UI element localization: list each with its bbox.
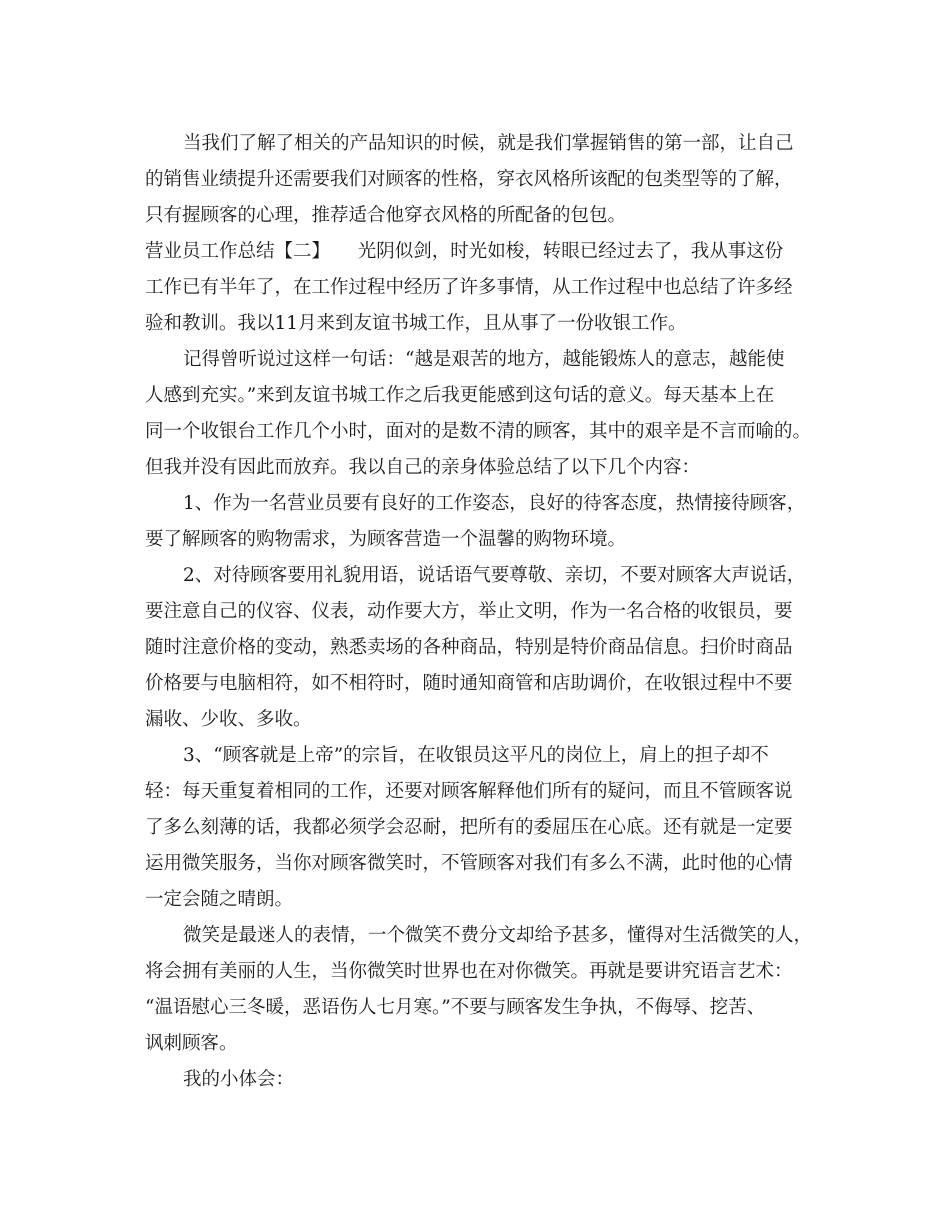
paragraph-line: 同一个收银台工作几个小时，面对的是数不清的顾客，其中的艰辛是不言而喻的。	[145, 421, 812, 442]
paragraph-line: 工作已有半年了，在工作过程中经历了许多事情，从工作过程中也总结了许多经	[145, 277, 793, 298]
paragraph-line: 但我并没有因此而放弃。我以自己的亲身体验总结了以下几个内容：	[145, 457, 701, 478]
paragraph-line: 讽刺顾客。	[145, 1033, 238, 1054]
list-item-line: 运用微笑服务，当你对顾客微笑时，不管顾客对我们有多么不满，此时他的心情	[145, 853, 793, 874]
paragraph-line: 我的小体会：	[183, 1069, 295, 1090]
list-item-line: 要注意自己的仪容、仪表，动作要大方，举止文明，作为一名合格的收银员，要	[145, 601, 793, 622]
list-item-line: 1、作为一名营业员要有良好的工作姿态，良好的待客态度，热情接待顾客，	[183, 493, 806, 514]
list-item-line: 了多么刻薄的话，我都必须学会忍耐，把所有的委屈压在心底。还有就是一定要	[145, 817, 793, 838]
list-item-line: 一定会随之晴朗。	[145, 889, 294, 910]
list-item-line: 2、对待顾客要用礼貌用语，说话语气要尊敬、亲切，不要对顾客大声说话，	[183, 565, 806, 586]
paragraph-line: 只有握顾客的心理，推荐适合他穿衣风格的所配备的包包。	[145, 205, 627, 226]
paragraph-line: 微笑是最迷人的表情，一个微笑不费分文却给予甚多，懂得对生活微笑的人，	[183, 925, 813, 946]
paragraph-line: 将会拥有美丽的人生，当你微笑时世界也在对你微笑。再就是要讲究语言艺术：	[145, 961, 793, 982]
paragraph-line: 验和教训。我以11月来到友谊书城工作，且从事了一份收银工作。	[145, 313, 687, 334]
list-item-line: 随时注意价格的变动，熟悉卖场的各种商品，特别是特价商品信息。扫价时商品	[145, 637, 793, 658]
list-item-line: 漏收、少收、多收。	[145, 709, 312, 730]
paragraph-line: 的销售业绩提升还需要我们对顾客的性格，穿衣风格所该配的包类型等的了解，	[145, 169, 793, 190]
section-heading-line: 营业员工作总结【二】 光阴似剑，时光如梭，转眼已经过去了，我从事这份	[145, 241, 784, 262]
paragraph-line: 人感到充实。”来到友谊书城工作之后我更能感到这句话的意义。每天基本上在	[145, 385, 775, 406]
list-item-line: 轻：每天重复着相同的工作，还要对顾客解释他们所有的疑问，而且不管顾客说	[145, 781, 793, 802]
paragraph-line: 记得曾听说过这样一句话：“越是艰苦的地方，越能锻炼人的意志，越能使	[183, 349, 785, 370]
paragraph-line: “温语慰心三冬暖，恶语伤人七月寒。”不要与顾客发生争执，不侮辱、挖苦、	[145, 997, 766, 1018]
list-item-line: 要了解顾客的购物需求，为顾客营造一个温馨的购物环境。	[145, 529, 627, 550]
paragraph-line: 当我们了解了相关的产品知识的时候，就是我们掌握销售的第一部，让自己	[183, 133, 794, 154]
list-item-line: 价格要与电脑相符，如不相符时，随时通知商管和店助调价，在收银过程中不要	[145, 673, 793, 694]
list-item-line: 3、“顾客就是上帝”的宗旨，在收银员这平凡的岗位上，肩上的担子却不	[183, 745, 769, 766]
